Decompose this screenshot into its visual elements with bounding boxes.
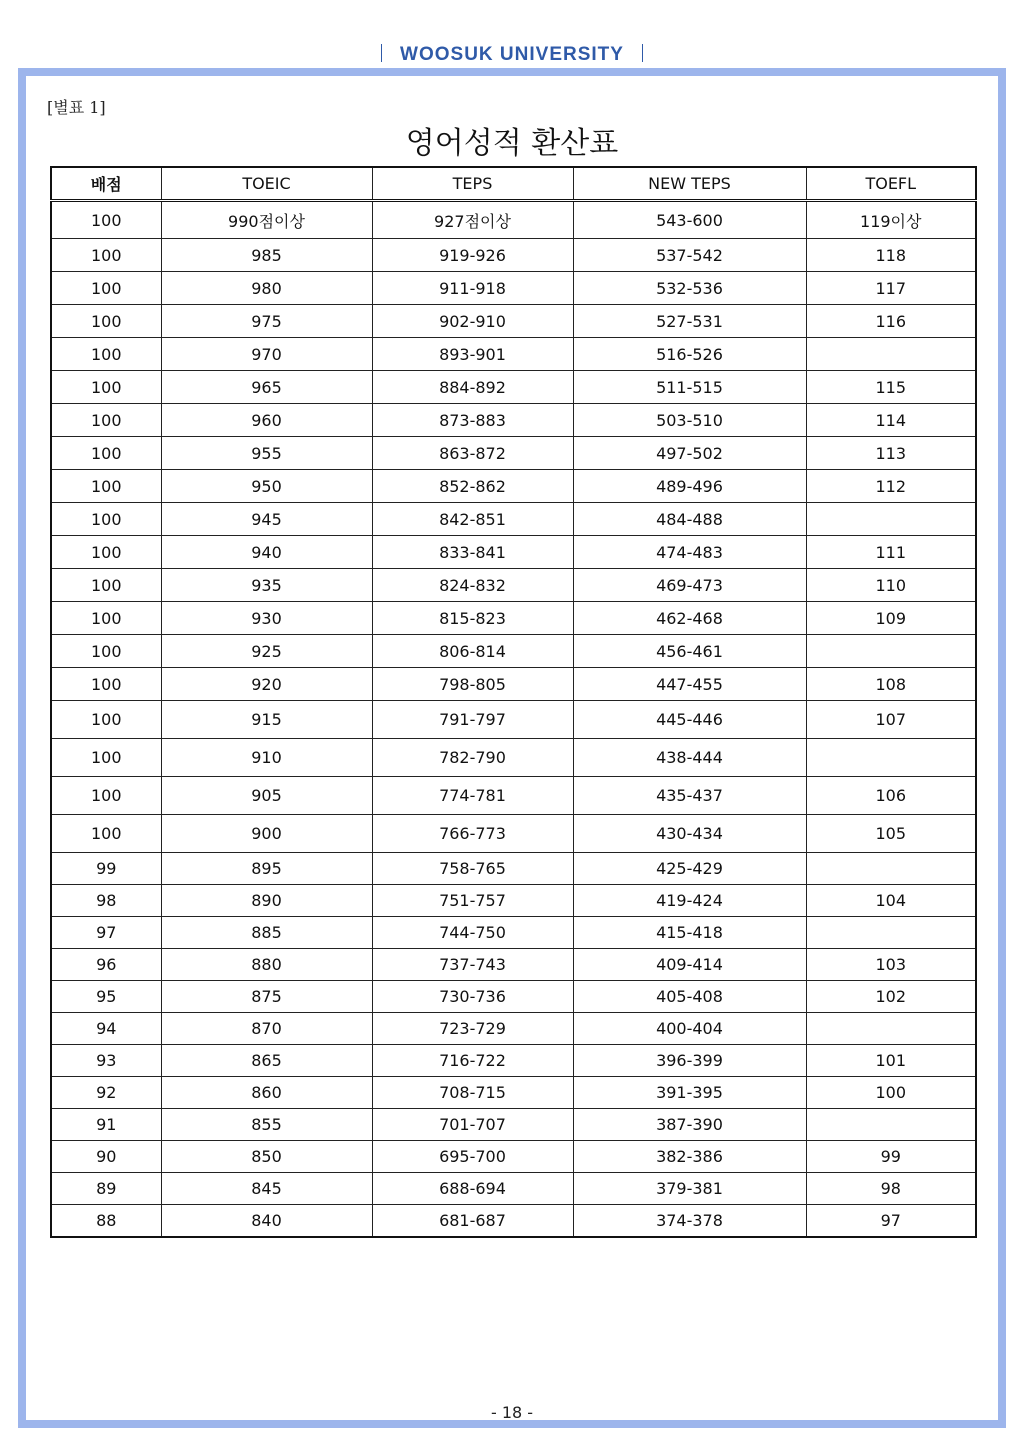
new-teps-cell: 419-424 [573, 885, 806, 917]
toeic-cell: 945 [161, 503, 372, 536]
table-row [51, 338, 976, 371]
toefl-cell [806, 503, 976, 536]
toeic-cell: 960 [161, 404, 372, 437]
table-row [51, 1109, 976, 1141]
table-row [51, 777, 976, 815]
toeic-cell: 865 [161, 1045, 372, 1077]
score-cell: 100 [51, 569, 161, 602]
score-cell: 100 [51, 602, 161, 635]
toefl-cell: 111 [806, 536, 976, 569]
teps-cell: 873-883 [372, 404, 573, 437]
score-cell: 100 [51, 371, 161, 404]
score-cell: 100 [51, 701, 161, 739]
teps-cell: 884-892 [372, 371, 573, 404]
table-row [51, 201, 976, 239]
toefl-cell: 116 [806, 305, 976, 338]
toeic-cell: 850 [161, 1141, 372, 1173]
toefl-cell: 100 [806, 1077, 976, 1109]
new-teps-cell: 516-526 [573, 338, 806, 371]
score-cell: 100 [51, 777, 161, 815]
page-number: - 18 - [490, 1403, 534, 1422]
table-row [51, 1141, 976, 1173]
toeic-cell: 990점이상 [161, 201, 372, 239]
toefl-cell: 115 [806, 371, 976, 404]
toefl-cell: 99 [806, 1141, 976, 1173]
toefl-cell: 97 [806, 1205, 976, 1237]
toefl-cell [806, 1013, 976, 1045]
new-teps-cell: 489-496 [573, 470, 806, 503]
teps-cell: 744-750 [372, 917, 573, 949]
annex-label: [별표 1] [47, 98, 106, 117]
teps-cell: 815-823 [372, 602, 573, 635]
toeic-cell: 970 [161, 338, 372, 371]
new-teps-cell: 391-395 [573, 1077, 806, 1109]
teps-cell: 798-805 [372, 668, 573, 701]
toeic-cell: 920 [161, 668, 372, 701]
teps-cell: 824-832 [372, 569, 573, 602]
toefl-cell: 107 [806, 701, 976, 739]
toefl-cell: 112 [806, 470, 976, 503]
score-cell: 99 [51, 853, 161, 885]
university-name: WOOSUK UNIVERSITY [400, 44, 624, 65]
new-teps-cell: 543-600 [573, 201, 806, 239]
header-divider-right [642, 44, 643, 62]
score-cell: 94 [51, 1013, 161, 1045]
toeic-cell: 975 [161, 305, 372, 338]
col-header-score: 배점 [51, 167, 161, 201]
score-cell: 100 [51, 437, 161, 470]
table-row [51, 701, 976, 739]
table-row [51, 569, 976, 602]
new-teps-cell: 405-408 [573, 981, 806, 1013]
table-row [51, 917, 976, 949]
toefl-cell: 114 [806, 404, 976, 437]
toeic-cell: 860 [161, 1077, 372, 1109]
score-cell: 100 [51, 739, 161, 777]
toeic-cell: 915 [161, 701, 372, 739]
score-cell: 100 [51, 201, 161, 239]
new-teps-cell: 400-404 [573, 1013, 806, 1045]
table-row [51, 668, 976, 701]
toeic-cell: 940 [161, 536, 372, 569]
table-row [51, 272, 976, 305]
new-teps-cell: 503-510 [573, 404, 806, 437]
teps-cell: 927점이상 [372, 201, 573, 239]
score-cell: 90 [51, 1141, 161, 1173]
table-row [51, 1045, 976, 1077]
teps-cell: 737-743 [372, 949, 573, 981]
score-cell: 92 [51, 1077, 161, 1109]
table-row [51, 981, 976, 1013]
teps-cell: 681-687 [372, 1205, 573, 1237]
toeic-cell: 905 [161, 777, 372, 815]
page-header [0, 44, 1024, 66]
table-row [51, 853, 976, 885]
new-teps-cell: 396-399 [573, 1045, 806, 1077]
toefl-cell: 106 [806, 777, 976, 815]
toefl-cell: 117 [806, 272, 976, 305]
toeic-cell: 935 [161, 569, 372, 602]
score-cell: 96 [51, 949, 161, 981]
teps-cell: 688-694 [372, 1173, 573, 1205]
teps-cell: 758-765 [372, 853, 573, 885]
table-row [51, 371, 976, 404]
toeic-cell: 930 [161, 602, 372, 635]
toefl-cell: 110 [806, 569, 976, 602]
toeic-cell: 840 [161, 1205, 372, 1237]
toefl-cell [806, 917, 976, 949]
toeic-cell: 875 [161, 981, 372, 1013]
new-teps-cell: 469-473 [573, 569, 806, 602]
toefl-cell: 104 [806, 885, 976, 917]
toeic-cell: 870 [161, 1013, 372, 1045]
toeic-cell: 925 [161, 635, 372, 668]
table-row [51, 536, 976, 569]
new-teps-cell: 484-488 [573, 503, 806, 536]
toefl-cell: 105 [806, 815, 976, 853]
score-cell: 93 [51, 1045, 161, 1077]
new-teps-cell: 447-455 [573, 668, 806, 701]
teps-cell: 701-707 [372, 1109, 573, 1141]
score-cell: 88 [51, 1205, 161, 1237]
new-teps-cell: 438-444 [573, 739, 806, 777]
table-row [51, 949, 976, 981]
page-title: 영어성적 환산표 [405, 126, 619, 161]
table-body [51, 201, 976, 1237]
teps-cell: 852-862 [372, 470, 573, 503]
toefl-cell: 108 [806, 668, 976, 701]
toefl-cell [806, 739, 976, 777]
teps-cell: 902-910 [372, 305, 573, 338]
new-teps-cell: 445-446 [573, 701, 806, 739]
score-cell: 100 [51, 338, 161, 371]
toefl-cell [806, 338, 976, 371]
toeic-cell: 950 [161, 470, 372, 503]
toeic-cell: 845 [161, 1173, 372, 1205]
new-teps-cell: 474-483 [573, 536, 806, 569]
col-header-teps: TEPS [372, 167, 573, 201]
table-header-row [51, 167, 976, 201]
teps-cell: 708-715 [372, 1077, 573, 1109]
new-teps-cell: 435-437 [573, 777, 806, 815]
table-row [51, 503, 976, 536]
table-row [51, 239, 976, 272]
toeic-cell: 985 [161, 239, 372, 272]
toeic-cell: 885 [161, 917, 372, 949]
new-teps-cell: 456-461 [573, 635, 806, 668]
new-teps-cell: 527-531 [573, 305, 806, 338]
toefl-cell: 102 [806, 981, 976, 1013]
teps-cell: 751-757 [372, 885, 573, 917]
new-teps-cell: 415-418 [573, 917, 806, 949]
toeic-cell: 890 [161, 885, 372, 917]
toeic-cell: 910 [161, 739, 372, 777]
toeic-cell: 880 [161, 949, 372, 981]
new-teps-cell: 425-429 [573, 853, 806, 885]
score-cell: 89 [51, 1173, 161, 1205]
col-header-toeic: TOEIC [161, 167, 372, 201]
toefl-cell: 119이상 [806, 201, 976, 239]
score-cell: 97 [51, 917, 161, 949]
score-cell: 100 [51, 404, 161, 437]
toefl-cell: 98 [806, 1173, 976, 1205]
toefl-cell: 113 [806, 437, 976, 470]
table-row [51, 885, 976, 917]
toefl-cell: 101 [806, 1045, 976, 1077]
toeic-cell: 895 [161, 853, 372, 885]
table-row [51, 437, 976, 470]
table-row [51, 602, 976, 635]
score-cell: 100 [51, 503, 161, 536]
teps-cell: 911-918 [372, 272, 573, 305]
score-cell: 98 [51, 885, 161, 917]
table-row [51, 1077, 976, 1109]
score-cell: 95 [51, 981, 161, 1013]
teps-cell: 863-872 [372, 437, 573, 470]
new-teps-cell: 382-386 [573, 1141, 806, 1173]
score-cell: 100 [51, 815, 161, 853]
score-cell: 100 [51, 305, 161, 338]
teps-cell: 893-901 [372, 338, 573, 371]
teps-cell: 716-722 [372, 1045, 573, 1077]
new-teps-cell: 374-378 [573, 1205, 806, 1237]
teps-cell: 695-700 [372, 1141, 573, 1173]
new-teps-cell: 511-515 [573, 371, 806, 404]
table-row [51, 1205, 976, 1237]
score-cell: 91 [51, 1109, 161, 1141]
teps-cell: 723-729 [372, 1013, 573, 1045]
table-row [51, 1013, 976, 1045]
toeic-cell: 900 [161, 815, 372, 853]
teps-cell: 782-790 [372, 739, 573, 777]
teps-cell: 842-851 [372, 503, 573, 536]
table-row [51, 470, 976, 503]
teps-cell: 730-736 [372, 981, 573, 1013]
teps-cell: 833-841 [372, 536, 573, 569]
teps-cell: 919-926 [372, 239, 573, 272]
score-cell: 100 [51, 635, 161, 668]
toefl-cell: 109 [806, 602, 976, 635]
toeic-cell: 965 [161, 371, 372, 404]
toeic-cell: 955 [161, 437, 372, 470]
teps-cell: 766-773 [372, 815, 573, 853]
table-row [51, 404, 976, 437]
table-row [51, 305, 976, 338]
new-teps-cell: 379-381 [573, 1173, 806, 1205]
table-row [51, 1173, 976, 1205]
teps-cell: 806-814 [372, 635, 573, 668]
score-cell: 100 [51, 470, 161, 503]
toeic-cell: 980 [161, 272, 372, 305]
new-teps-cell: 387-390 [573, 1109, 806, 1141]
header-divider-left [381, 44, 382, 62]
score-cell: 100 [51, 668, 161, 701]
new-teps-cell: 409-414 [573, 949, 806, 981]
score-cell: 100 [51, 536, 161, 569]
col-header-toefl: TOEFL [806, 167, 976, 201]
toefl-cell [806, 853, 976, 885]
toefl-cell [806, 635, 976, 668]
new-teps-cell: 537-542 [573, 239, 806, 272]
new-teps-cell: 497-502 [573, 437, 806, 470]
table-row [51, 815, 976, 853]
new-teps-cell: 532-536 [573, 272, 806, 305]
toeic-cell: 855 [161, 1109, 372, 1141]
toefl-cell: 118 [806, 239, 976, 272]
table-row [51, 739, 976, 777]
teps-cell: 791-797 [372, 701, 573, 739]
new-teps-cell: 462-468 [573, 602, 806, 635]
toefl-cell: 103 [806, 949, 976, 981]
table-row [51, 635, 976, 668]
new-teps-cell: 430-434 [573, 815, 806, 853]
score-cell: 100 [51, 272, 161, 305]
teps-cell: 774-781 [372, 777, 573, 815]
score-cell: 100 [51, 239, 161, 272]
col-header-new-teps: NEW TEPS [573, 167, 806, 201]
conversion-table [50, 166, 977, 1238]
toefl-cell [806, 1109, 976, 1141]
